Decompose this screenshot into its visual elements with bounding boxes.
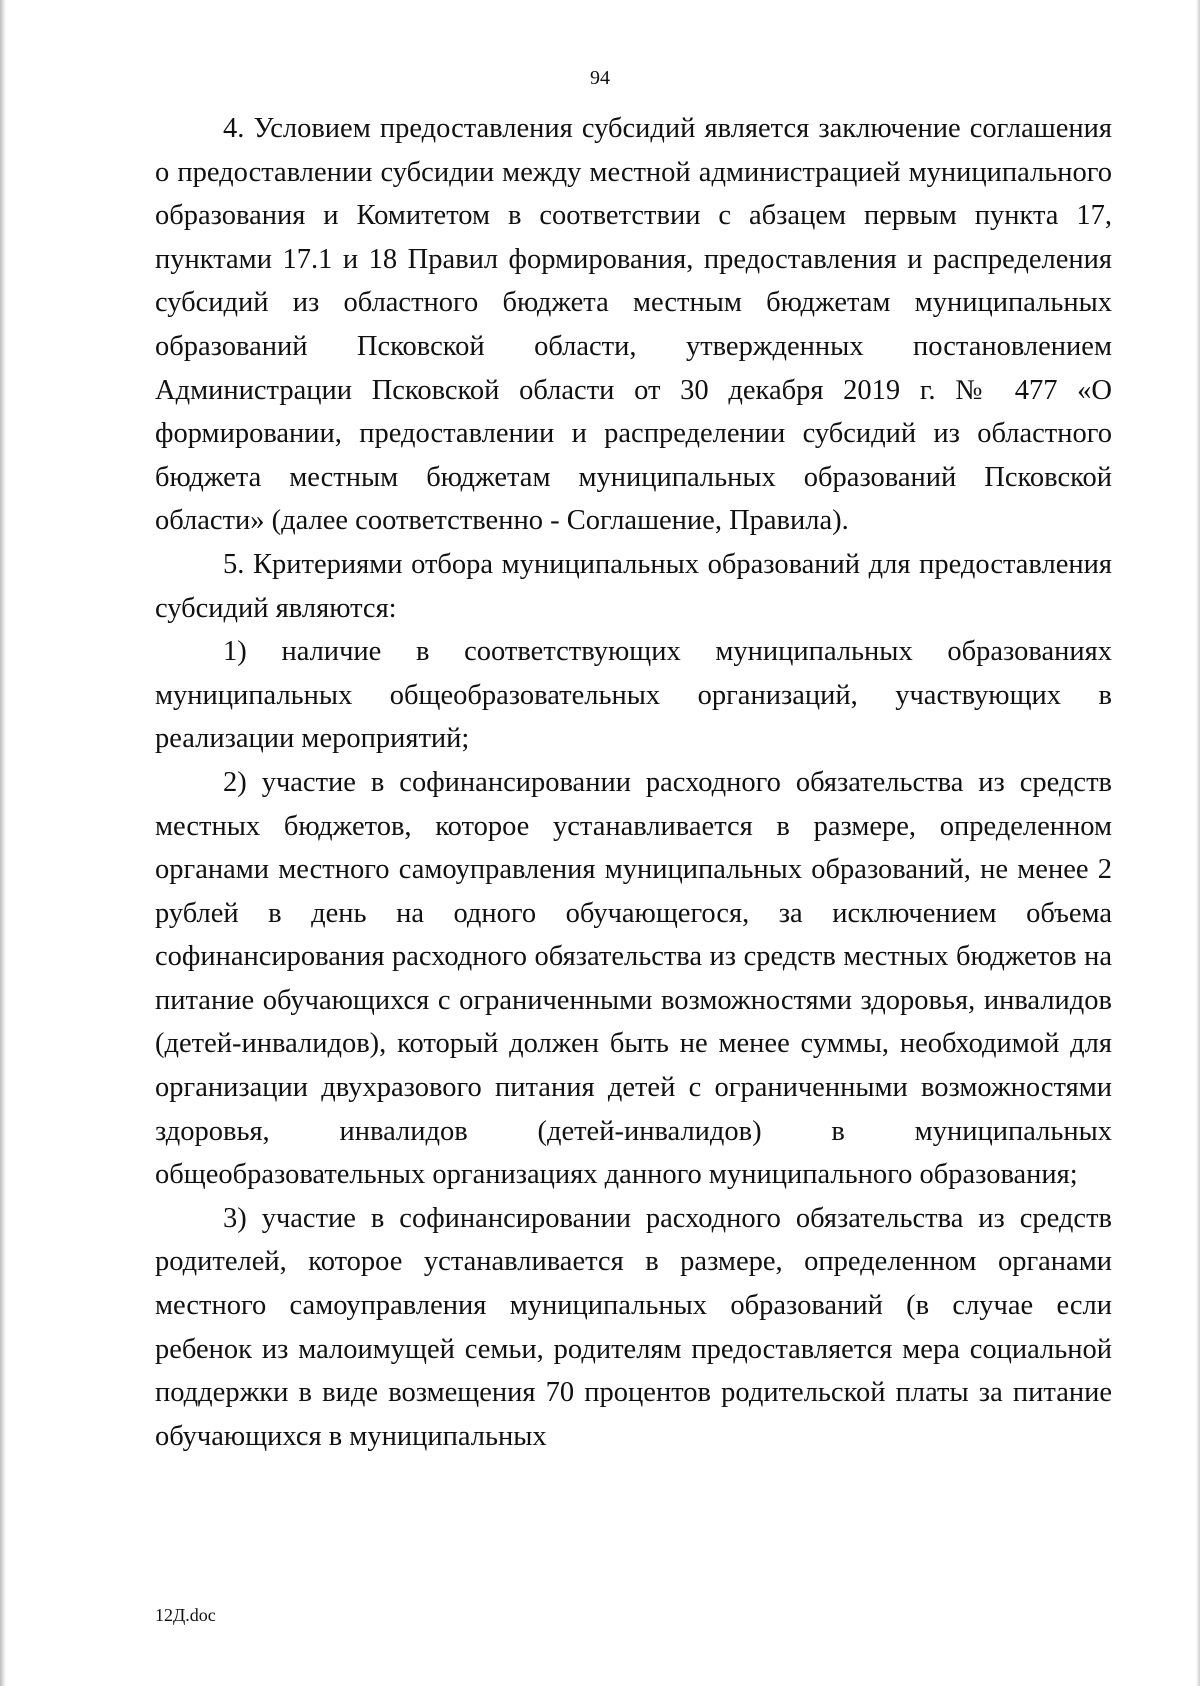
criterion-3: 3) участие в софинансировании расходного обязательства из средств родителей, которое устанавливается в размере, определенном органами местного самоуправления муниципальных образований (в случае если ребенок из малоимущей семьи, родителям предоставляется мера социальной поддержки в виде возмещения 70 процентов родительской платы за питание обучающихся в муниципальных	[155, 1202, 1112, 1452]
paragraph-4-conditions: 4. Условием предоставления субсидий является заключение соглашения о предоставлении субсидии между местной администрацией муниципального образования и Комитетом в соответствии с абзацем первым пункта 17, пунктами 17.1 и 18 Правил формирования, предоставления и распределения субсидий из областного бюджета местным бюджетам муниципальных образований Псковской области, утвержденных постановлением Администрации Псковской области от 30 декабря 2019 г. № 477 «О формировании, предоставлении и распределении субсидий из областного бюджета местным бюджетам муниципальных образований Псковской области» (далее соответственно - Соглашение, Правила).	[155, 113, 1112, 537]
criterion-2: 2) участие в софинансировании расходного обязательства из средств местных бюджетов, которое устанавливается в размере, определенном органами местного самоуправления муниципальных образований, не менее 2 рублей в день на одного обучающегося, за исключением объема софинансирования расходного обязательства из средств местных бюджетов на питание обучающихся с ограниченными возможностями здоровья, инвалидов (детей-инвалидов), который должен быть не менее суммы, необходимой для организации двухразового питания детей с ограниченными возможностями здоровья, инвалидов (детей-инвалидов) в муниципальных общеобразовательных организациях данного муниципального образования;	[155, 766, 1112, 1191]
scan-edge-right	[1196, 0, 1200, 1686]
footer-filename: 12Д.doc	[155, 1605, 216, 1625]
document-body	[155, 107, 1112, 1458]
criterion-1: 1) наличие в соответствующих муниципальных образованиях муниципальных общеобразовательных организаций, участвующих в реализации мероприятий;	[155, 636, 1112, 755]
page-number: 94	[590, 67, 610, 89]
paragraph-5-criteria: 5. Критериями отбора муниципальных образований для предоставления субсидий являются:	[155, 548, 1112, 624]
scan-edge-left	[0, 0, 6, 1686]
